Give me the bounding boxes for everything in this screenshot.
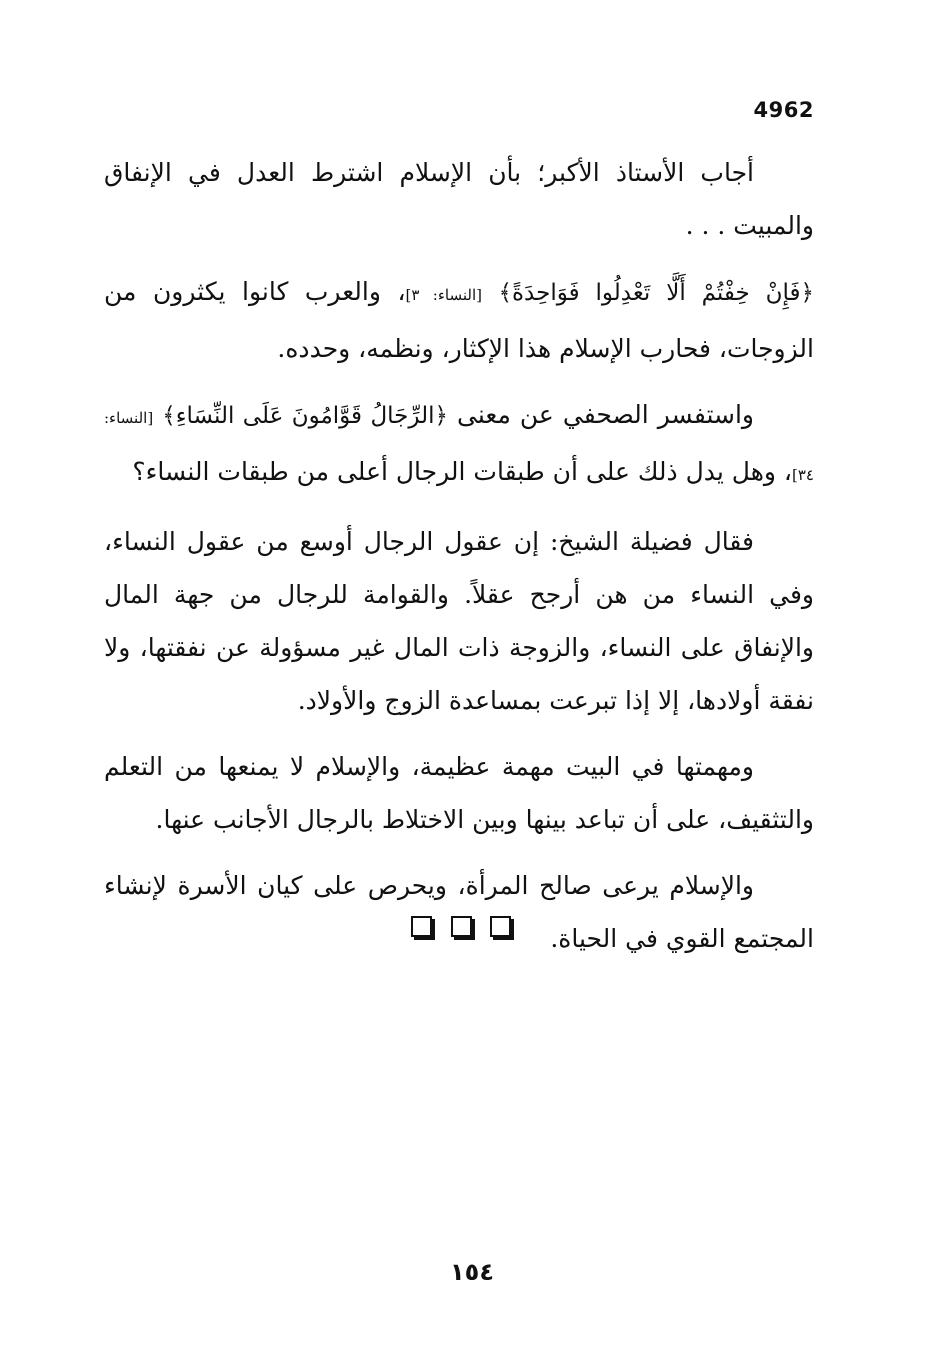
paragraph-text: والإسلام يرعى صالح المرأة، ويحرص على كيان الأسرة لإنشاء المجتمع القوي في الحياة. bbox=[104, 871, 814, 953]
paragraph-text: ومهمتها في البيت مهمة عظيمة، والإسلام لا يمنعها من التعلم والتثقيف، على أن تباعد بينها وبين الاختلاط بالرجال الأجانب عنها. bbox=[104, 752, 814, 834]
quran-verse: ﴿فَإِنْ خِفْتُمْ أَلَّا تَعْدِلُوا فَوَاحِدَةً﴾ bbox=[498, 280, 814, 306]
paragraph bbox=[104, 740, 814, 846]
verse-reference: [النساء: ٣٤] bbox=[104, 409, 814, 484]
paragraph bbox=[104, 859, 814, 965]
page-number: ١٥٤ bbox=[450, 1258, 494, 1286]
paragraph bbox=[104, 265, 814, 375]
paragraph bbox=[104, 388, 814, 502]
paragraph-text: واستفسر الصحفي عن معنى bbox=[447, 400, 755, 429]
paragraph-text: ، وهل يدل ذلك على أن طبقات الرجال أعلى من طبقات النساء؟ bbox=[132, 457, 793, 486]
body-text bbox=[104, 146, 814, 978]
square-ornament-icon bbox=[451, 916, 472, 937]
paragraph bbox=[104, 146, 814, 252]
square-ornament-icon bbox=[411, 916, 432, 937]
paragraph-text: ، والعرب كانوا يكثرون من الزوجات، فحارب الإسلام هذا الإكثار، ونظمه، وحدده. bbox=[104, 277, 814, 363]
square-ornament-icon bbox=[490, 916, 511, 937]
verse-reference: [النساء: ٣] bbox=[405, 286, 482, 304]
paragraph bbox=[104, 515, 814, 727]
quran-verse: ﴿الرِّجَالُ قَوَّامُونَ عَلَى النِّسَاءِ﴾ bbox=[162, 403, 448, 429]
section-divider bbox=[411, 916, 511, 940]
page-id: 4962 bbox=[753, 98, 814, 122]
paragraph-text: أجاب الأستاذ الأكبر؛ بأن الإسلام اشترط العدل في الإنفاق والمبيت . . . bbox=[104, 158, 814, 240]
paragraph-text: فقال فضيلة الشيخ: إن عقول الرجال أوسع من عقول النساء، وفي النساء من هن أرجح عقلاً. والقوامة للرجال من جهة المال والإنفاق على النساء، والزوجة ذات المال غير مسؤولة عن نفقتها، ولا نفقة أولادها، إلا إذا تبرعت بمساعدة الزوج والأولاد. bbox=[104, 527, 814, 715]
